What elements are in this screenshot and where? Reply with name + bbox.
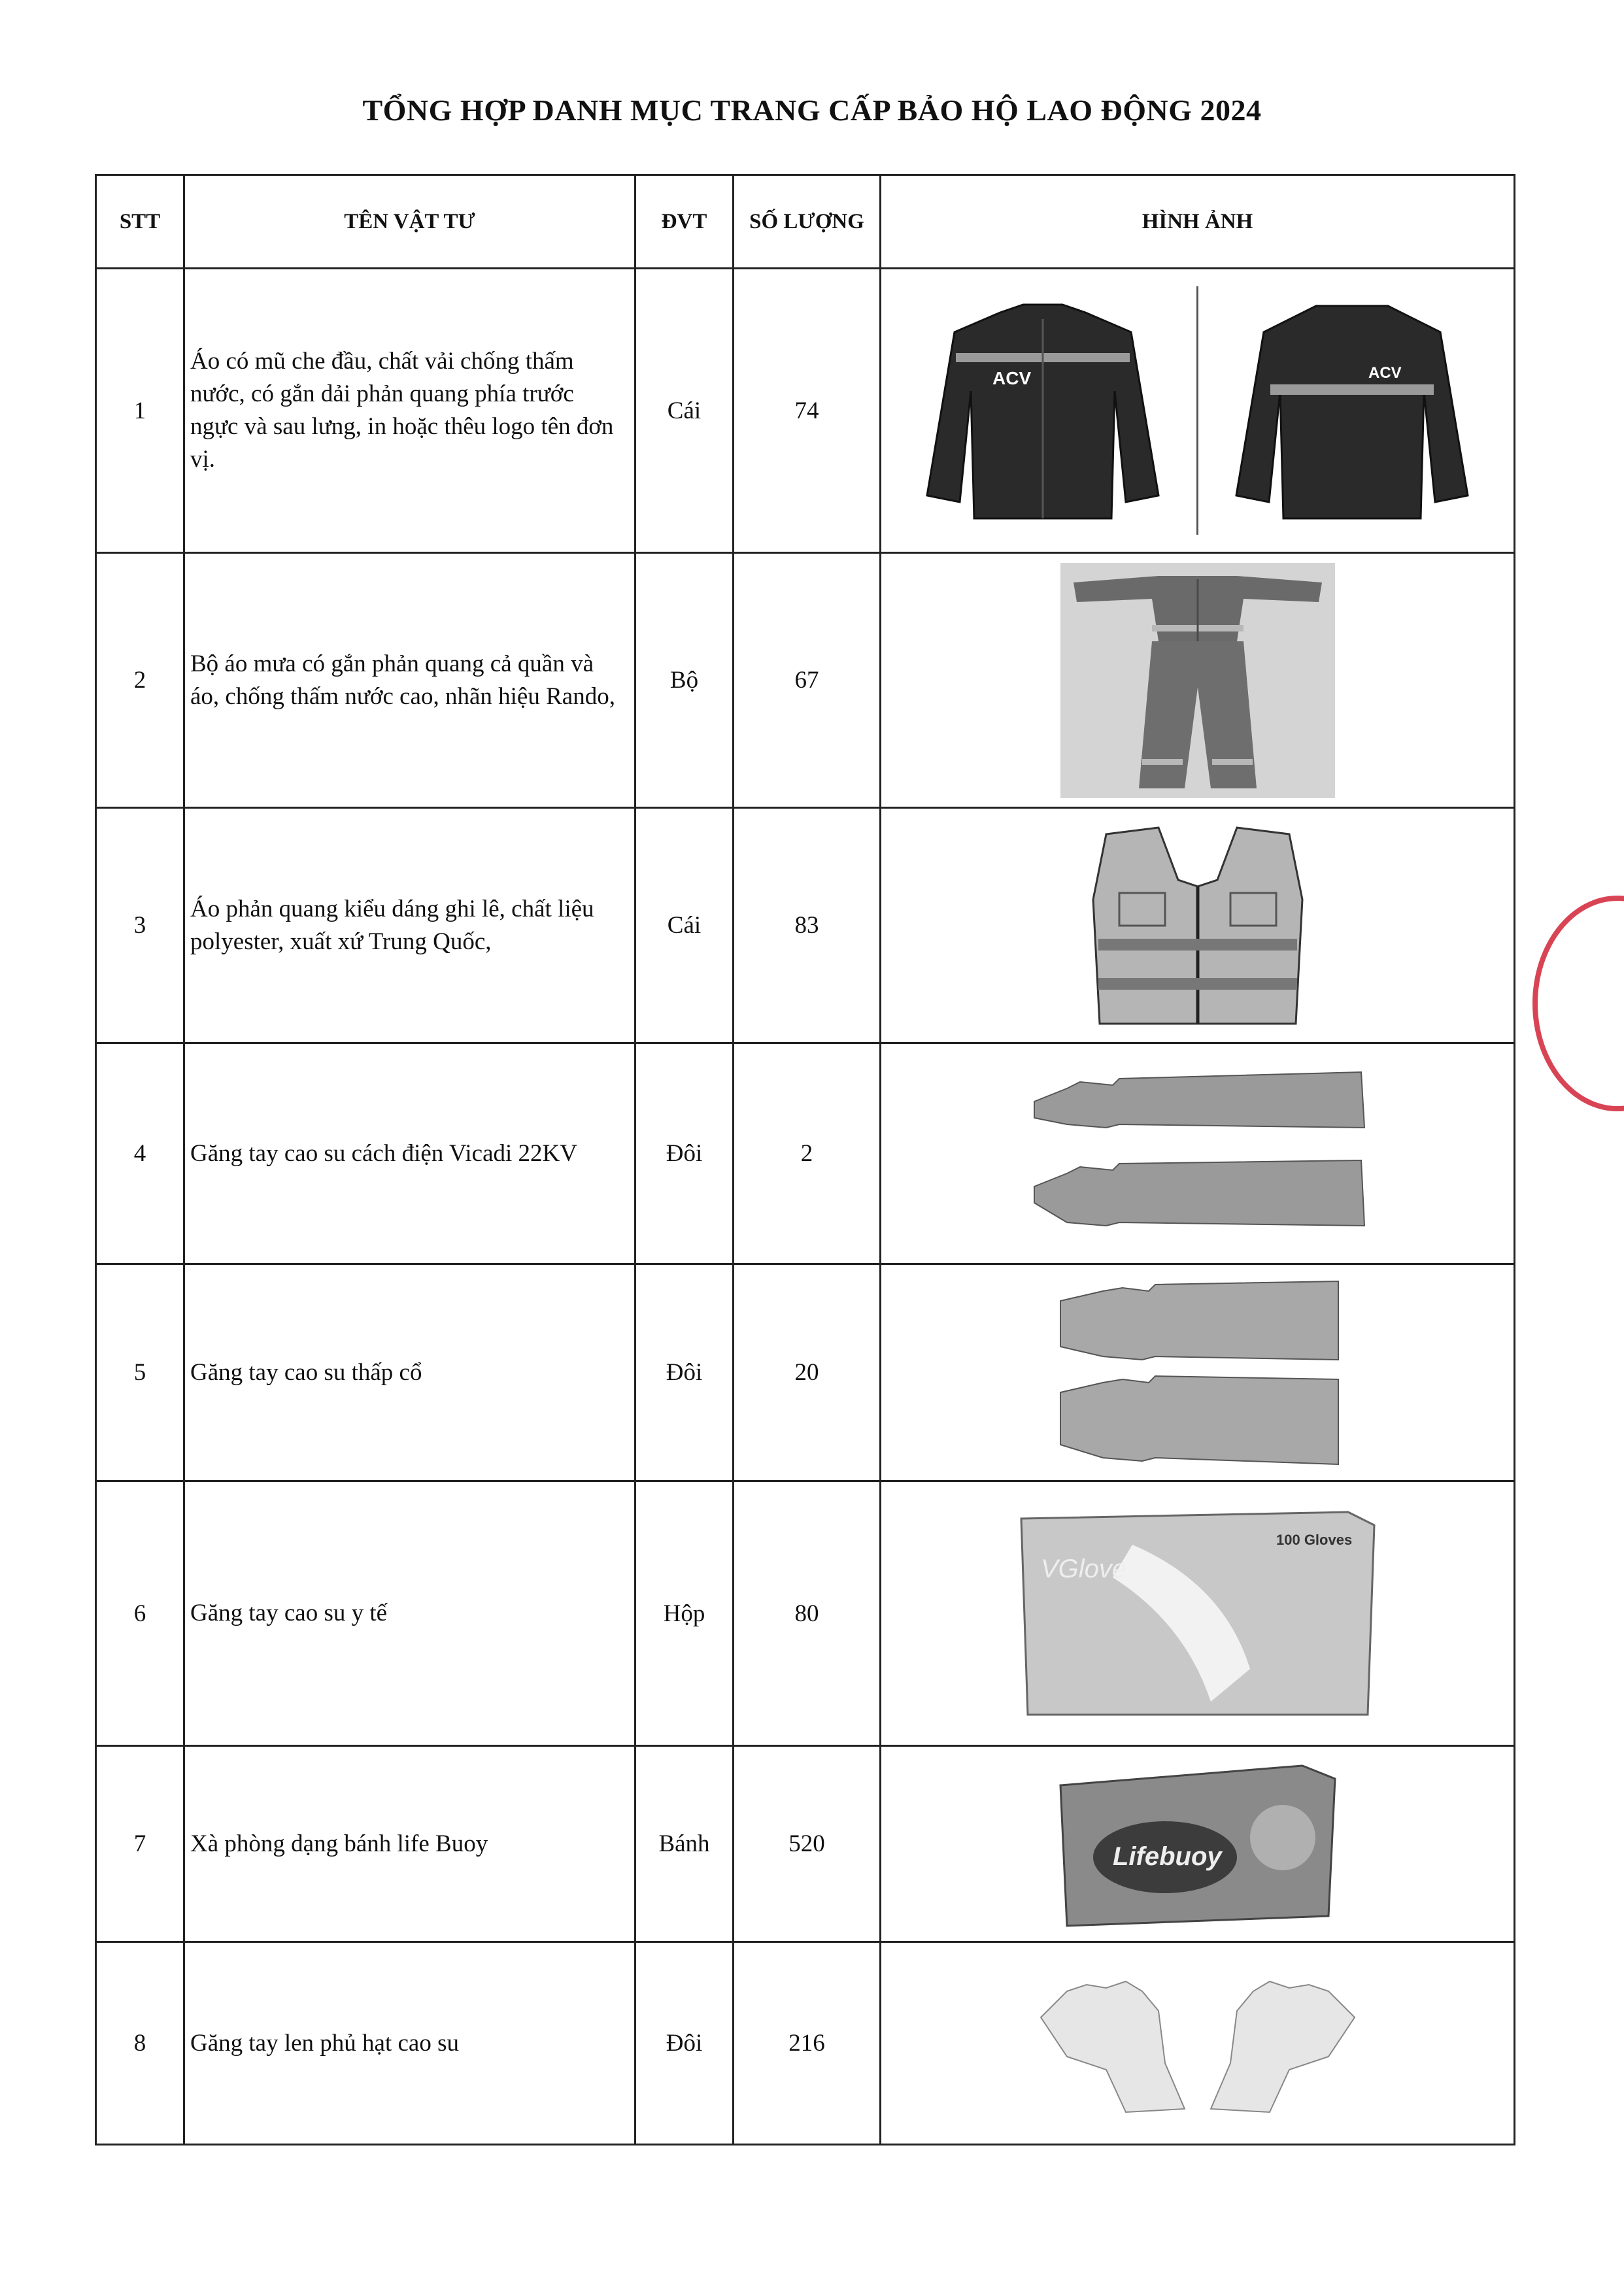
- table-row: [96, 808, 1515, 1043]
- header-stt: STT: [96, 175, 184, 269]
- table-row: [96, 1746, 1515, 1942]
- cell-name: Găng tay cao su thấp cổ: [184, 1264, 635, 1481]
- image-divider: [1196, 286, 1198, 535]
- jacket-front-image: [915, 299, 1170, 522]
- cell-stt: 7: [96, 1746, 184, 1942]
- cell-unit: Đôi: [635, 1264, 734, 1481]
- header-name: TÊN VẬT TƯ: [184, 175, 635, 269]
- header-qty: SỐ LƯỢNG: [734, 175, 881, 269]
- cell-name: Găng tay len phủ hạt cao su: [184, 1942, 635, 2145]
- cell-stt: 5: [96, 1264, 184, 1481]
- table-row: [96, 1043, 1515, 1264]
- cell-qty: 74: [734, 269, 881, 553]
- medical-gloves-box-image: [1015, 1506, 1381, 1721]
- cell-name: Áo phản quang kiểu dáng ghi lê, chất liệu polyester, xuất xứ Trung Quốc,: [184, 808, 635, 1043]
- cell-unit: Cái: [635, 269, 734, 553]
- medical-box-count: 100 Gloves: [1276, 1532, 1352, 1548]
- cell-qty: 67: [734, 553, 881, 808]
- cell-qty: 520: [734, 1746, 881, 1942]
- rubber-gloves-image: [1051, 1275, 1345, 1471]
- cell-qty: 83: [734, 808, 881, 1043]
- cell-name: Áo có mũ che đầu, chất vải chống thấm nước, có gắn dải phản quang phía trước ngực và sau lưng, in hoặc thêu logo tên đơn vị.: [184, 269, 635, 553]
- lifebuoy-soap-box-image: [1054, 1759, 1342, 1929]
- rain-suit-image: [1060, 563, 1335, 798]
- cell-unit: Hộp: [635, 1481, 734, 1746]
- cell-qty: 80: [734, 1481, 881, 1746]
- soap-box-brand: Lifebuoy: [1112, 1842, 1222, 1871]
- cell-unit: Cái: [635, 808, 734, 1043]
- cell-stt: 3: [96, 808, 184, 1043]
- knit-gloves-image: [1028, 1972, 1368, 2115]
- cell-unit: Đôi: [635, 1942, 734, 2145]
- header-image: HÌNH ẢNH: [881, 175, 1515, 269]
- cell-qty: 20: [734, 1264, 881, 1481]
- table-header-row: [96, 175, 1515, 269]
- cell-name: Găng tay cao su cách điện Vicadi 22KV: [184, 1043, 635, 1264]
- reflective-vest-image: [1080, 821, 1315, 1030]
- cell-stt: 2: [96, 553, 184, 808]
- jacket-logo-front: ACV: [992, 368, 1032, 388]
- cell-stt: 4: [96, 1043, 184, 1264]
- table-row: [96, 1264, 1515, 1481]
- cell-name: Bộ áo mưa có gắn phản quang cả quần và áo, chống thấm nước cao, nhãn hiệu Rando,: [184, 553, 635, 808]
- table-row: [96, 553, 1515, 808]
- document-title: TỔNG HỢP DANH MỤC TRANG CẤP BẢO HỘ LAO ĐỘNG 2024: [362, 93, 1262, 127]
- table-row: [96, 269, 1515, 553]
- jacket-back-image: [1225, 299, 1480, 522]
- insulated-gloves-image: [1028, 1062, 1368, 1245]
- cell-name: Găng tay cao su y tế: [184, 1481, 635, 1746]
- header-unit: ĐVT: [635, 175, 734, 269]
- cell-name: Xà phòng dạng bánh life Buoy: [184, 1746, 635, 1942]
- cell-stt: 8: [96, 1942, 184, 2145]
- red-stamp-seal: [1532, 896, 1624, 1111]
- table-row: [96, 1481, 1515, 1746]
- cell-unit: Bánh: [635, 1746, 734, 1942]
- cell-qty: 216: [734, 1942, 881, 2145]
- cell-qty: 2: [734, 1043, 881, 1264]
- cell-stt: 6: [96, 1481, 184, 1746]
- equipment-table: [95, 174, 1515, 2145]
- cell-stt: 1: [96, 269, 184, 553]
- cell-unit: Đôi: [635, 1043, 734, 1264]
- table-row: [96, 1942, 1515, 2145]
- medical-box-brand: VGlove: [1040, 1555, 1126, 1583]
- cell-unit: Bộ: [635, 553, 734, 808]
- jacket-logo-back: ACV: [1368, 364, 1402, 382]
